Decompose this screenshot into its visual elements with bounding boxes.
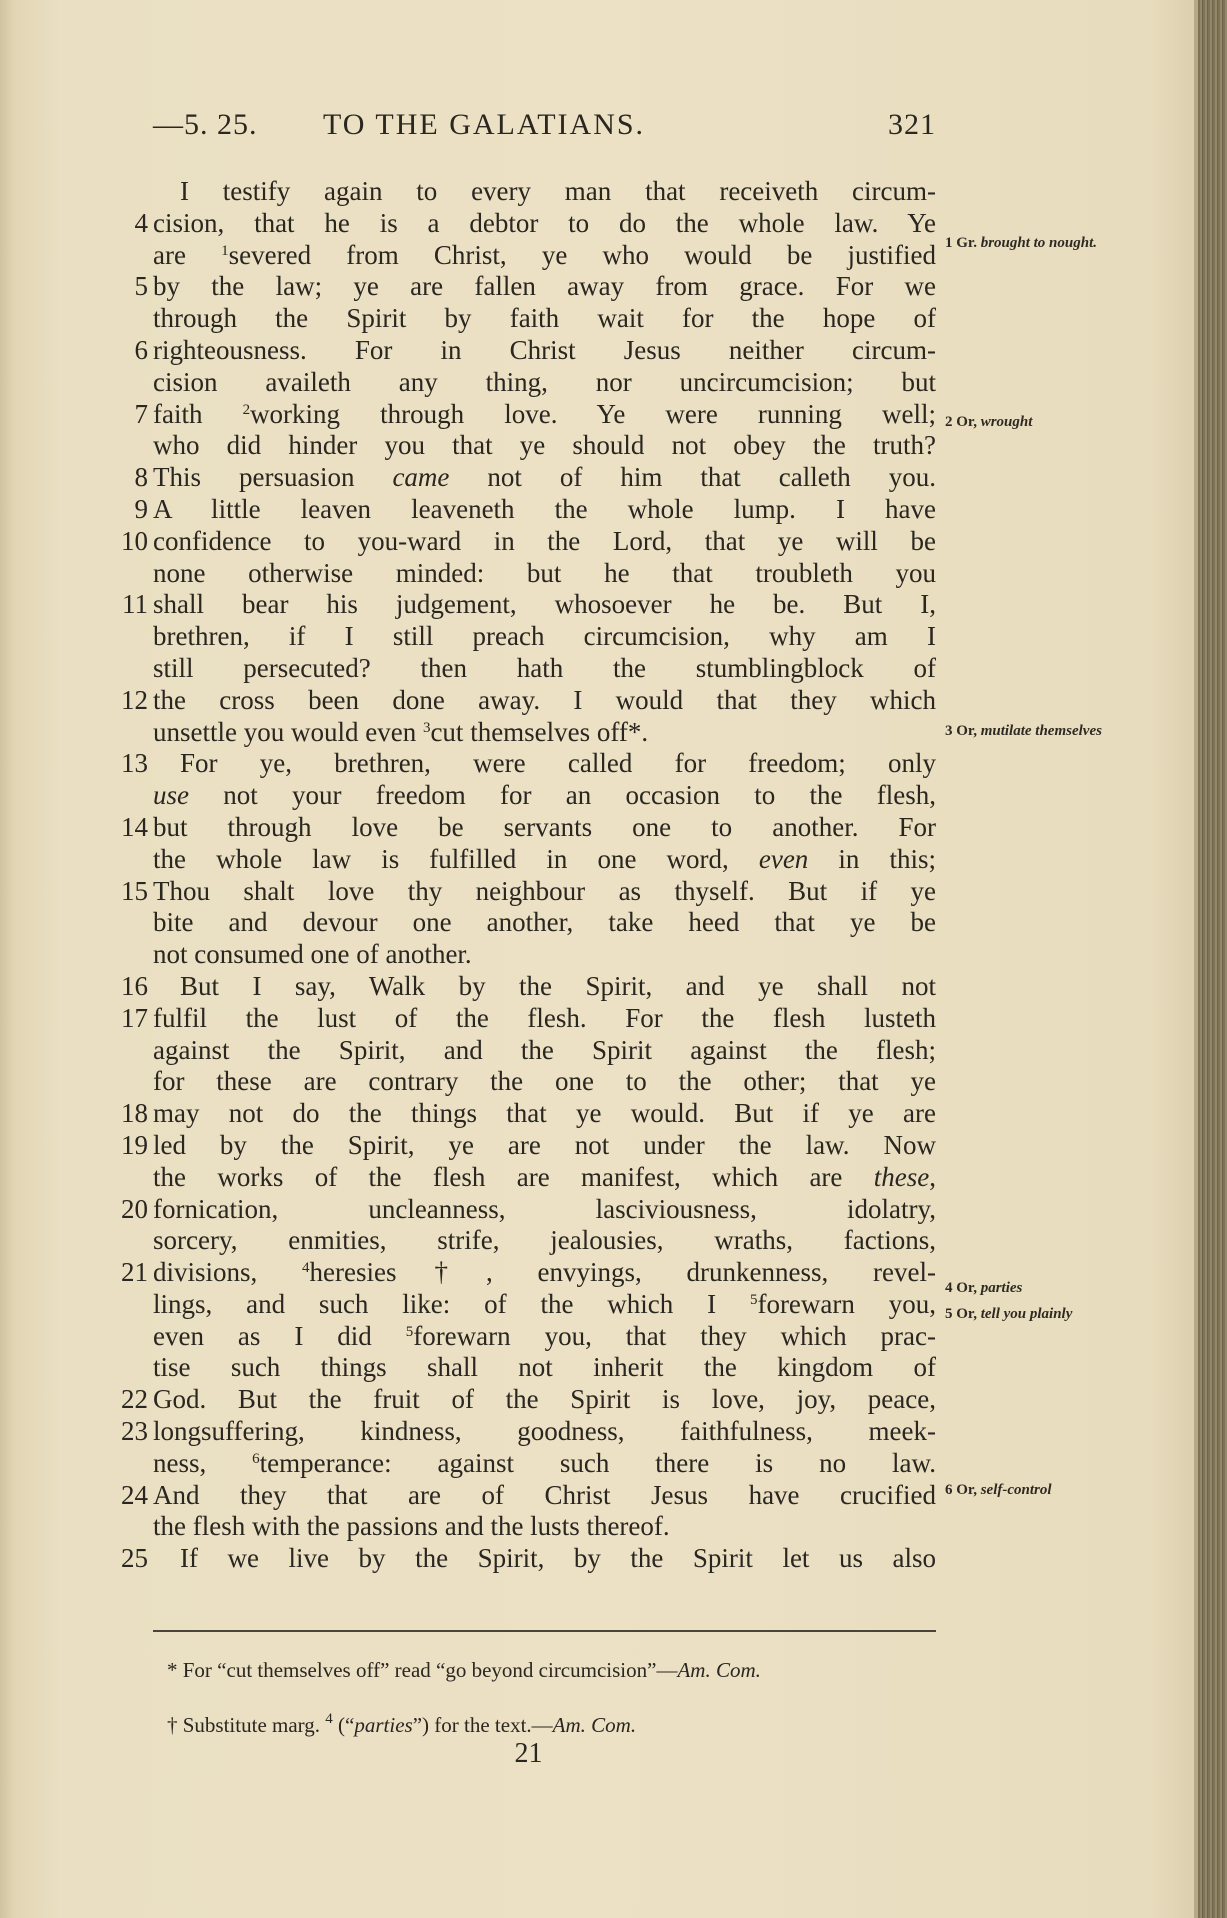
- text-run: For ye, brethren, were called for freedom; only: [180, 748, 936, 779]
- margin-note-5: 5 Or, tell you plainly: [945, 1306, 1073, 1322]
- text-run: God. But the fruit of the Spirit is love, joy, peace,: [153, 1384, 936, 1415]
- book-page-edges: [1198, 0, 1227, 1918]
- text-run: not consumed one of another.: [153, 939, 472, 970]
- text-run: fornication, uncleanness, lasciviousness, idolatry,: [153, 1193, 936, 1224]
- verse-number: 11: [122, 589, 148, 620]
- text-line: [110, 399, 936, 431]
- text-line: [110, 1448, 936, 1480]
- line-text: [153, 558, 936, 590]
- text-line: [110, 1480, 936, 1512]
- margin-note-6: 6 Or, self-control: [945, 1482, 1052, 1498]
- line-text: [153, 271, 936, 303]
- text-run: the flesh with the passions and the lusts thereof.: [153, 1511, 670, 1542]
- text-line: [110, 1003, 936, 1035]
- margin-reference: 3: [422, 719, 431, 736]
- text-line: [110, 335, 936, 367]
- line-text: [153, 1416, 936, 1448]
- chapter-verse-reference: —5. 25.: [153, 108, 258, 141]
- line-text: [153, 876, 936, 908]
- verse-number: 9: [134, 493, 148, 524]
- margin-note-3: 3 Or, mutilate themselves: [945, 723, 1102, 739]
- page-number: 321: [888, 108, 936, 141]
- line-text: [153, 1066, 936, 1098]
- text-line: [110, 367, 936, 399]
- verse-number: 24: [121, 1479, 148, 1510]
- verse-number: 8: [134, 462, 148, 493]
- text-run: forewarn you, that they which prac-: [413, 1320, 936, 1351]
- text-line: [110, 1257, 936, 1289]
- text-run: But I say, Walk by the Spirit, and ye shall not: [180, 970, 936, 1001]
- text-run: unsettle you would even: [153, 716, 423, 747]
- margin-reference: 5: [405, 1323, 414, 1340]
- line-text: [153, 399, 936, 431]
- line-text: [153, 1162, 936, 1194]
- text-run: divisions,: [153, 1257, 303, 1288]
- verse-number: 23: [121, 1416, 148, 1447]
- text-run: led by the Spirit, ye are not under the law. Now: [153, 1129, 936, 1160]
- verse-number: 17: [121, 1002, 148, 1033]
- text-run: cision availeth any thing, nor uncircumcision; but: [153, 366, 936, 397]
- text-run: for these are contrary the one to the other; that ye: [153, 1066, 936, 1097]
- verse-number: 15: [121, 875, 148, 906]
- line-text: [153, 462, 936, 494]
- text-run: fulfil the lust of the flesh. For the flesh lusteth: [153, 1002, 936, 1033]
- text-run: tise such things shall not inherit the kingdom of: [153, 1352, 936, 1383]
- scripture-text: [110, 176, 936, 1575]
- text-run: none otherwise minded: but he that troubleth you: [153, 557, 936, 588]
- text-run: brethren, if I still preach circumcision, why am I: [153, 621, 936, 652]
- book-title: TO THE GALATIANS.: [323, 108, 646, 141]
- text-line: [110, 1225, 936, 1257]
- line-text: [153, 335, 936, 367]
- margin-note-1: 1 Gr. brought to nought.: [945, 235, 1098, 251]
- verse-number: 21: [121, 1257, 148, 1288]
- line-text: [153, 939, 936, 971]
- text-line: [110, 780, 936, 812]
- text-line: [110, 717, 936, 749]
- text-run: This persuasion: [153, 462, 393, 493]
- text-run: righteousness. For in Christ Jesus neither circum-: [153, 334, 936, 365]
- italic-word: came: [392, 462, 450, 493]
- verse-number: 12: [121, 684, 148, 715]
- text-run: may not do the things that ye would. But if ye are: [153, 1098, 936, 1129]
- running-header: [153, 108, 936, 148]
- text-run: cut themselves off*.: [430, 716, 649, 747]
- line-text: [153, 621, 936, 653]
- line-text: [153, 208, 936, 240]
- line-text: [153, 1098, 936, 1130]
- line-text: [153, 685, 936, 717]
- text-run: are: [153, 239, 222, 270]
- verse-number: 7: [134, 398, 148, 429]
- line-text: [153, 589, 936, 621]
- text-line: [110, 1098, 936, 1130]
- footnote-dagger: † Substitute marg. $^4$ (“parties”) for the text.—Am. Com.: [167, 1711, 637, 1737]
- text-run: confidence to you-ward in the Lord, that ye will be: [153, 525, 936, 556]
- line-text: [153, 1321, 936, 1353]
- line-text: [153, 1194, 936, 1226]
- text-run: but through love be servants one to another. For: [153, 811, 936, 842]
- text-run: the whole law is fulfilled in one word,: [153, 843, 759, 874]
- text-line: [110, 240, 936, 272]
- text-run: shall bear his judgement, whosoever he be. But I,: [153, 589, 936, 620]
- line-text: [180, 971, 936, 1003]
- line-text: [153, 717, 936, 749]
- text-run: faith: [153, 398, 243, 429]
- line-text: [153, 303, 936, 335]
- line-text: [153, 1511, 936, 1543]
- text-run: still persecuted? then hath the stumblingblock of: [153, 652, 936, 683]
- footnote-divider: [153, 1630, 936, 1632]
- line-text: [153, 1480, 936, 1512]
- text-run: If we live by the Spirit, by the Spirit let us also: [180, 1543, 936, 1574]
- verse-number: 20: [121, 1193, 148, 1224]
- text-line: [110, 1035, 936, 1067]
- text-run: Thou shalt love thy neighbour as thyself. But if ye: [153, 875, 936, 906]
- text-run: bite and devour one another, take heed that ye be: [153, 907, 936, 938]
- line-text: [153, 1289, 936, 1321]
- text-run: A little leaven leaveneth the whole lump. I have: [153, 493, 936, 524]
- text-line: [110, 558, 936, 590]
- line-text: [153, 812, 936, 844]
- text-run: through the Spirit by faith wait for the hope of: [153, 303, 936, 334]
- text-line: [110, 812, 936, 844]
- italic-word: these: [873, 1161, 930, 1192]
- text-line: [110, 1321, 936, 1353]
- text-run: lings, and such like: of the which I: [153, 1288, 750, 1319]
- verse-number: 22: [121, 1384, 148, 1415]
- line-text: [153, 526, 936, 558]
- margin-reference: 5: [749, 1291, 758, 1308]
- text-line: [110, 971, 936, 1003]
- text-run: sorcery, enmities, strife, jealousies, wraths, factions,: [153, 1225, 936, 1256]
- text-run: severed from Christ, ye who would be justified: [228, 239, 936, 270]
- text-line: [110, 271, 936, 303]
- text-line: [110, 1416, 936, 1448]
- verse-number: 19: [121, 1129, 148, 1160]
- text-run: by the law; ye are fallen away from grace. For we: [153, 271, 936, 302]
- text-run: forewarn you,: [757, 1288, 936, 1319]
- line-text: [153, 1257, 936, 1289]
- text-run: the cross been done away. I would that they which: [153, 684, 936, 715]
- text-run: not of him that calleth you.: [449, 462, 936, 493]
- text-run: ,: [929, 1161, 936, 1192]
- text-run: against the Spirit, and the Spirit against the flesh;: [153, 1034, 936, 1065]
- text-run: I testify again to every man that receiveth circum-: [180, 176, 936, 206]
- line-text: [180, 748, 936, 780]
- text-run: And they that are of Christ Jesus have crucified: [153, 1479, 936, 1510]
- text-run: cision, that he is a debtor to do the whole law. Ye: [153, 207, 936, 238]
- line-text: [153, 1003, 936, 1035]
- line-text: [153, 1130, 936, 1162]
- italic-word: use: [153, 780, 189, 811]
- line-text: [153, 780, 936, 812]
- text-run: ness,: [153, 1447, 253, 1478]
- text-line: [110, 748, 936, 780]
- text-line: [110, 208, 936, 240]
- line-text: [180, 176, 936, 208]
- line-text: [153, 430, 936, 462]
- verse-number: 14: [121, 811, 148, 842]
- line-text: [180, 1543, 936, 1575]
- line-text: [153, 653, 936, 685]
- line-text: [153, 1225, 936, 1257]
- line-text: [153, 1035, 936, 1067]
- line-text: [153, 1448, 936, 1480]
- line-text: [153, 240, 936, 272]
- line-text: [153, 1384, 936, 1416]
- text-line: [110, 1194, 936, 1226]
- text-run: who did hinder you that ye should not obey the truth?: [153, 430, 936, 461]
- verse-number: 16: [121, 970, 148, 1001]
- italic-word: even: [758, 843, 809, 874]
- text-line: [110, 685, 936, 717]
- text-line: [110, 430, 936, 462]
- verse-number: 13: [121, 748, 148, 779]
- signature-mark: 21: [514, 1738, 543, 1769]
- text-run: temperance: against such there is no law.: [259, 1447, 936, 1478]
- text-line: [110, 621, 936, 653]
- verse-number: 4: [134, 207, 148, 238]
- line-text: [153, 1352, 936, 1384]
- text-run: the works of the flesh are manifest, which are: [153, 1161, 874, 1192]
- text-line: [110, 303, 936, 335]
- text-line: [110, 1289, 936, 1321]
- text-run: even as I did: [153, 1320, 406, 1351]
- text-line: [110, 1543, 936, 1575]
- text-run: not your freedom for an occasion to the flesh,: [189, 780, 936, 811]
- text-line: [110, 526, 936, 558]
- verse-number: 6: [134, 334, 148, 365]
- verse-number: 10: [121, 525, 148, 556]
- margin-note-4: 4 Or, parties: [945, 1280, 1023, 1296]
- text-line: [110, 876, 936, 908]
- text-line: [110, 653, 936, 685]
- text-run: heresies†, envyings, drunkenness, revel-: [309, 1257, 936, 1288]
- text-run: longsuffering, kindness, goodness, faithfulness, meek-: [153, 1416, 936, 1447]
- line-text: [153, 844, 936, 876]
- text-line: [110, 939, 936, 971]
- line-text: [153, 907, 936, 939]
- line-text: [153, 367, 936, 399]
- margin-reference: 4: [302, 1260, 310, 1277]
- text-line: [110, 494, 936, 526]
- text-run: in this;: [808, 843, 936, 874]
- text-line: [110, 589, 936, 621]
- text-line: [110, 462, 936, 494]
- text-run: working through love. Ye were running well;: [250, 398, 936, 429]
- text-line: [110, 1162, 936, 1194]
- text-line: [110, 844, 936, 876]
- margin-reference: 1: [221, 242, 229, 259]
- text-line: [110, 1511, 936, 1543]
- text-line: [110, 1384, 936, 1416]
- text-line: [110, 1130, 936, 1162]
- text-line: [110, 1066, 936, 1098]
- verse-number: 25: [121, 1543, 148, 1574]
- text-line: [110, 907, 936, 939]
- text-line: [110, 1352, 936, 1384]
- verse-number: 5: [134, 271, 148, 302]
- margin-reference: 6: [252, 1450, 260, 1467]
- verse-number: 18: [121, 1098, 148, 1129]
- text-line: [110, 176, 936, 208]
- margin-reference: 2: [242, 401, 251, 418]
- line-text: [153, 494, 936, 526]
- footnote-star: * For “cut themselves off” read “go beyond circumcision”—Am. Com.: [167, 1658, 761, 1682]
- margin-note-2: 2 Or, wrought: [945, 414, 1033, 430]
